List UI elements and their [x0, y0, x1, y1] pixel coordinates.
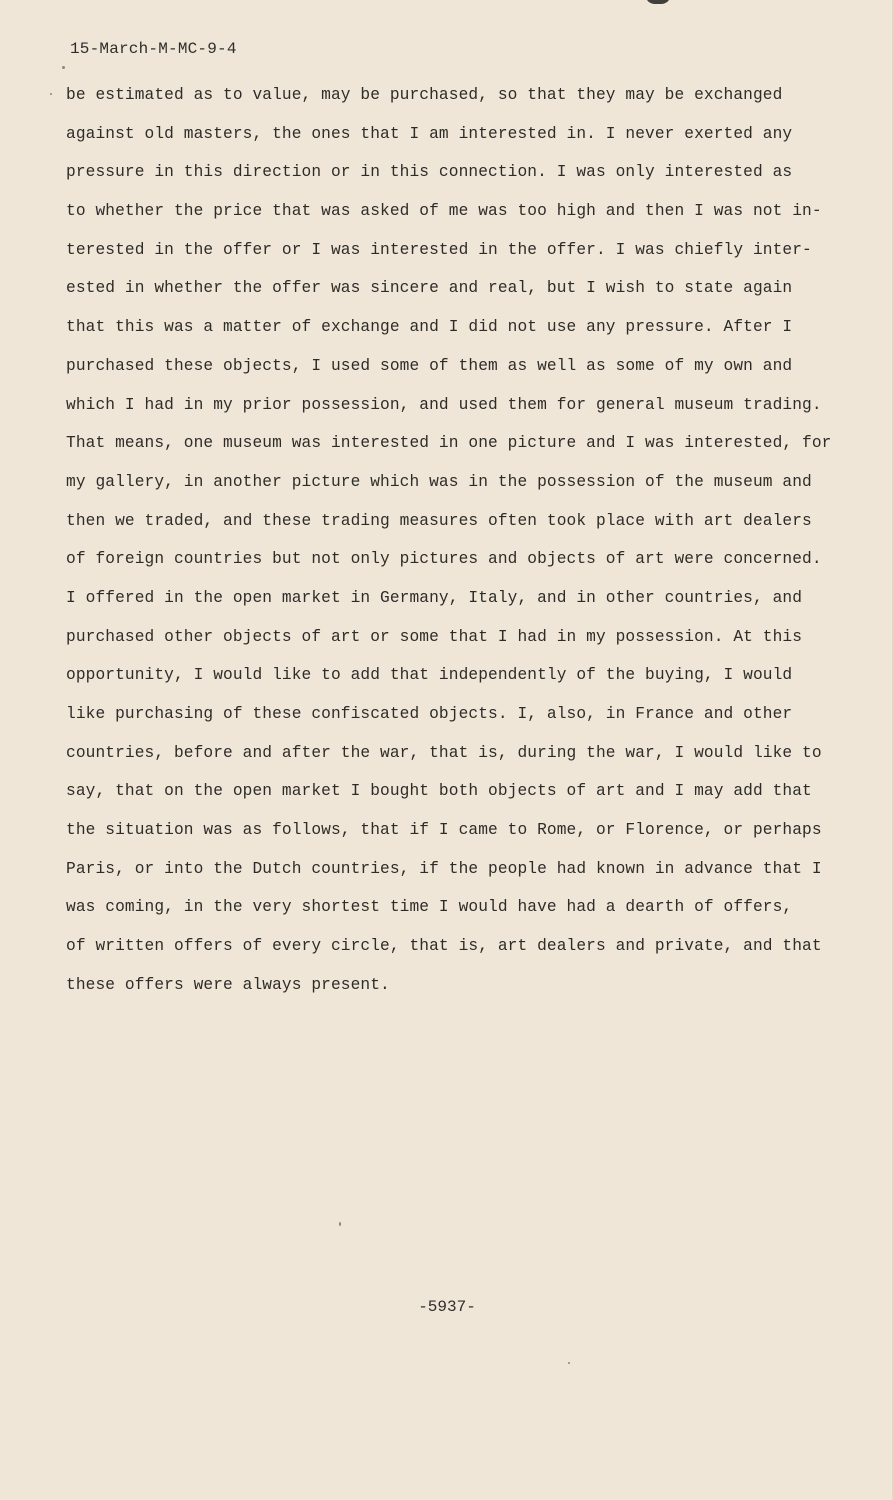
- text-line: these offers were always present.: [66, 975, 390, 994]
- text-line: that this was a matter of exchange and I did not use any pressure. After I: [66, 318, 793, 337]
- text-line: of written offers of every circle, that is, art dealers and private, and that: [66, 937, 822, 956]
- body-text: [66, 76, 832, 1005]
- text-line: against old masters, the ones that I am interested in. I never exerted any: [66, 124, 793, 143]
- text-line: the situation was as follows, that if I came to Rome, or Florence, or perhaps: [66, 821, 822, 840]
- text-line: opportunity, I would like to add that independently of the buying, I would: [66, 666, 793, 685]
- paper-speck: [339, 1222, 341, 1226]
- text-line: Paris, or into the Dutch countries, if the people had known in advance that I: [66, 859, 822, 878]
- text-line: which I had in my prior possession, and used them for general museum trading.: [66, 395, 822, 414]
- text-line: I offered in the open market in Germany, Italy, and in other countries, and: [66, 588, 803, 607]
- text-line: countries, before and after the war, that is, during the war, I would like to: [66, 743, 822, 762]
- text-line: say, that on the open market I bought both objects of art and I may add that: [66, 782, 812, 801]
- text-line: was coming, in the very shortest time I would have had a dearth of offers,: [66, 898, 793, 917]
- text-line: of foreign countries but not only pictures and objects of art were concerned.: [66, 550, 822, 569]
- text-line: to whether the price that was asked of me was too high and then I was not in-: [66, 202, 822, 221]
- paper-speck: [568, 1362, 570, 1364]
- text-line: ested in whether the offer was sincere and real, but I wish to state again: [66, 279, 793, 298]
- text-line: That means, one museum was interested in one picture and I was interested, for: [66, 434, 832, 453]
- text-line: like purchasing of these confiscated objects. I, also, in France and other: [66, 705, 793, 723]
- text-line: pressure in this direction or in this connection. I was only interested as: [66, 163, 793, 182]
- text-line: purchased these objects, I used some of them as well as some of my own and: [66, 356, 793, 375]
- text-line: then we traded, and these trading measures often took place with art dealers: [66, 511, 812, 530]
- paper-speck: [62, 66, 65, 69]
- text-line: terested in the offer or I was interested in the offer. I was chiefly inter-: [66, 240, 812, 259]
- ink-mark: [645, 0, 671, 4]
- text-line: be estimated as to value, may be purchased, so that they may be exchanged: [66, 86, 783, 104]
- text-line: my gallery, in another picture which was in the possession of the museum and: [66, 472, 812, 491]
- document-reference: 15-March-M-MC-9-4: [70, 40, 237, 58]
- paper-speck: [50, 93, 52, 95]
- text-line: purchased other objects of art or some that I had in my possession. At this: [66, 627, 803, 646]
- page-number: -5937-: [418, 1298, 476, 1316]
